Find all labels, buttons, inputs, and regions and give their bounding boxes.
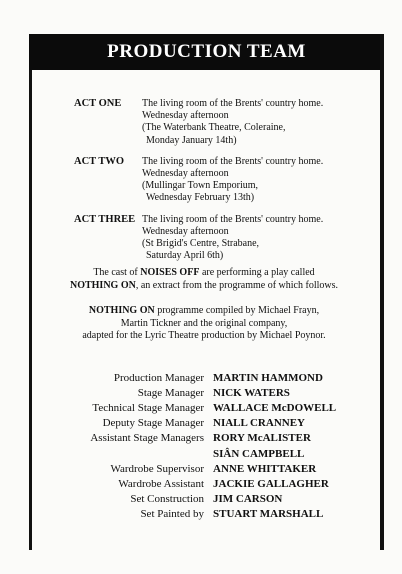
right-border-rule bbox=[380, 34, 384, 550]
team-person: JACKIE GALLAGHER bbox=[213, 477, 329, 490]
team-role: Deputy Stage Manager bbox=[102, 417, 204, 430]
team-row bbox=[44, 446, 374, 461]
team-row bbox=[44, 461, 374, 476]
team-person: NICK WATERS bbox=[213, 386, 290, 399]
team-role: Technical Stage Manager bbox=[92, 401, 204, 414]
act-setting: The living room of the Brents' country home. bbox=[142, 155, 324, 167]
act-venue: (The Waterbank Theatre, Coleraine, bbox=[142, 122, 286, 134]
team-role: Set Painted by bbox=[140, 508, 204, 521]
play-title-nothing-on: NOTHING ON bbox=[88, 305, 155, 316]
team-row bbox=[44, 492, 374, 507]
act-description bbox=[142, 156, 323, 205]
act-name: ACT ONE bbox=[74, 98, 122, 109]
act-venue: (St Brigid's Centre, Strabane, bbox=[142, 238, 260, 250]
acts-section bbox=[74, 98, 374, 271]
team-person: STUART MARSHALL bbox=[213, 508, 324, 521]
act-venue: (Mullingar Town Emporium, bbox=[142, 180, 259, 192]
team-person: JIM CARSON bbox=[213, 493, 283, 506]
team-role: Wardrobe Assistant bbox=[118, 477, 204, 490]
team-person: RORY McALISTER bbox=[213, 432, 311, 445]
team-row bbox=[44, 507, 374, 522]
cast-note-line-2 bbox=[44, 280, 364, 293]
team-row bbox=[44, 400, 374, 415]
act-setting: The living room of the Brents' country home. bbox=[142, 98, 324, 109]
act-description bbox=[142, 98, 323, 147]
act-time: Wednesday afternoon bbox=[142, 110, 229, 122]
act-setting: The living room of the Brents' country home. bbox=[142, 213, 324, 225]
cast-note-line-1 bbox=[44, 267, 364, 280]
cast-note-text: The cast of bbox=[93, 267, 141, 278]
act-time: Wednesday afternoon bbox=[142, 225, 229, 237]
programme-note-text: programme compiled by Michael Frayn, bbox=[154, 305, 320, 316]
cast-note bbox=[44, 267, 364, 292]
programme-note bbox=[44, 305, 364, 343]
team-row bbox=[44, 431, 374, 446]
act-description bbox=[142, 214, 323, 263]
team-role: Assistant Stage Managers bbox=[90, 432, 204, 445]
team-role: Production Manager bbox=[113, 371, 204, 384]
team-person: WALLACE McDOWELL bbox=[213, 401, 337, 414]
team-row bbox=[44, 476, 374, 491]
team-row bbox=[44, 416, 374, 431]
act-date: Monday January 14th) bbox=[146, 134, 237, 146]
team-person: NIALL CRANNEY bbox=[213, 417, 305, 430]
team-row bbox=[44, 385, 374, 400]
left-border-rule bbox=[29, 70, 32, 550]
team-role: Wardrobe Supervisor bbox=[110, 462, 204, 475]
cast-note-text: are performing a play called bbox=[199, 267, 315, 278]
act-two bbox=[74, 156, 374, 205]
team-row bbox=[44, 370, 374, 385]
team-person: MARTIN HAMMOND bbox=[213, 371, 323, 384]
act-name: ACT TWO bbox=[74, 155, 125, 167]
team-person: SIÂN CAMPBELL bbox=[213, 447, 305, 460]
team-role: Stage Manager bbox=[137, 386, 204, 399]
title-banner bbox=[29, 34, 384, 70]
page-title: PRODUCTION TEAM bbox=[107, 41, 306, 62]
act-one bbox=[74, 98, 374, 147]
production-team-list bbox=[44, 370, 374, 522]
programme-note-line-2: Martin Tickner and the original company, bbox=[120, 317, 288, 329]
programme-note-line-1 bbox=[44, 305, 364, 318]
act-date: Wednesday February 13th) bbox=[146, 192, 255, 204]
act-three bbox=[74, 214, 374, 263]
act-time: Wednesday afternoon bbox=[142, 168, 229, 180]
act-name: ACT THREE bbox=[74, 213, 136, 225]
programme-note-line-3: adapted for the Lyric Theatre production by Michael Poynor. bbox=[82, 330, 326, 341]
team-person: ANNE WHITTAKER bbox=[213, 462, 317, 475]
play-title-noises-off: NOISES OFF bbox=[140, 267, 200, 278]
team-role: Set Construction bbox=[130, 493, 204, 506]
cast-note-text: , an extract from the programme of which follows. bbox=[135, 279, 338, 291]
play-title-nothing-on: NOTHING ON bbox=[69, 279, 136, 291]
act-date: Saturday April 6th) bbox=[146, 250, 224, 262]
